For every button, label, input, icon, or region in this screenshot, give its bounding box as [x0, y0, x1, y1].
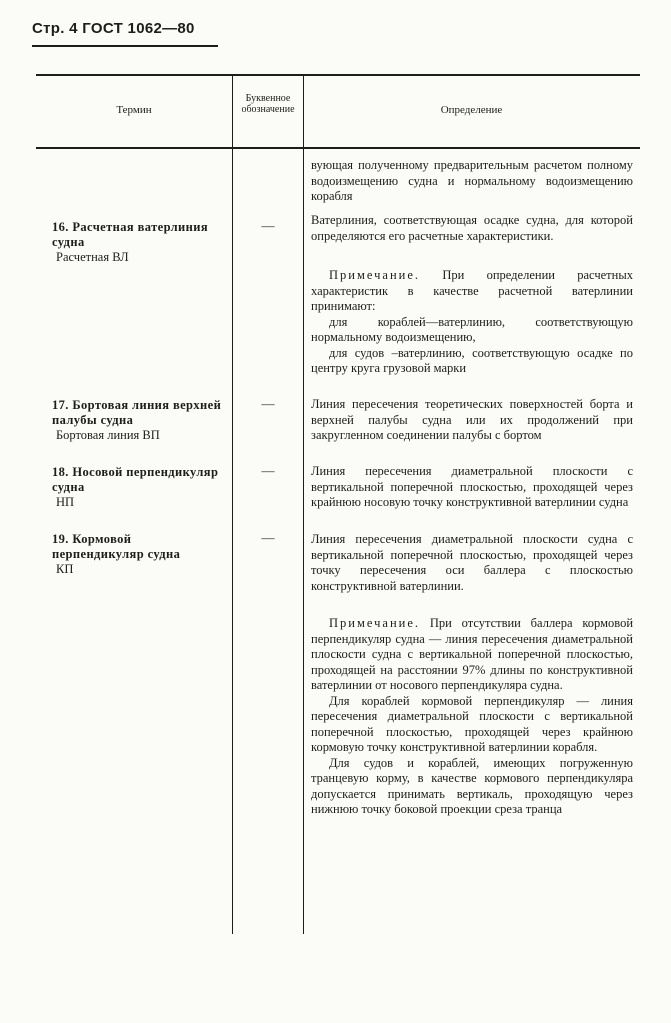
term-17-short: Бортовая линия ВП	[56, 428, 160, 442]
term-19-title: 19. Кормовой перпендикуляр судна	[52, 532, 181, 561]
symbol-18: —	[261, 463, 275, 478]
page-header: Стр. 4 ГОСТ 1062—80	[32, 20, 195, 37]
term-16	[52, 220, 224, 265]
term-19	[52, 532, 224, 577]
term-18	[52, 465, 224, 510]
note-19: Примечание. При отсутствии баллера кормовой перпендикуляр судна — линия пересечения диаметральной плоскости судна с вертикальной поперечной плоскостью, проходящей на расстоянии 97% длины по конструктивной ватерлинии от носового перпендикуляра судна. Для кораблей кормовой перпендикуляр — линия пересечения диаметральной плоскости с вертикальной поперечной плоскостью, проходящей через крайнюю кормовую точку конструктивной ватерлинии корабля. Для судов и кораблей, имеющих погруженную транцевую корму, в качестве кормового перпендикуляра допускается принимать вертикаль, проходящую через нижнюю точку боковой проекции среза транца	[311, 616, 634, 816]
symbol-19: —	[261, 530, 275, 545]
note-19-paragraph-2: Для кораблей кормовой перпендикуляр — линия пересечения диаметральной плоскости с вертикальной поперечной плоскостью, проходящей через крайнюю кормовую точку конструктивной ватерлинии корабля.	[311, 693, 633, 754]
table-top-border	[36, 74, 640, 76]
term-16-title: 16. Расчетная ватерлиния судна	[52, 220, 208, 249]
definition-17: Линия пересечения теоретических поверхностей борта и верхней палубы судна или их продолжений при закругленном соединении палубы с бортом	[311, 397, 633, 442]
header-rule	[32, 45, 218, 47]
term-19-short: КП	[56, 562, 74, 576]
column-divider-2	[303, 74, 304, 934]
note-19-paragraph-3: Для судов и кораблей, имеющих погруженную транцевую корму, в качестве кормового перпендикуляра допускается принимать вертикаль, проходящую через нижнюю точку боковой проекции среза транца	[311, 755, 633, 816]
column-header-term: Термин	[116, 104, 152, 116]
column-divider-1	[232, 74, 233, 934]
term-17-title: 17. Бортовая линия верхней палубы судна	[52, 398, 222, 427]
column-header-definition: Определение	[440, 104, 503, 116]
column-header-symbol: Буквенное обозначение	[241, 93, 295, 115]
note-16-label: Примечание.	[329, 268, 421, 282]
term-18-title: 18. Носовой перпендикуляр судна	[52, 465, 219, 494]
term-18-short: НП	[56, 495, 75, 509]
term-16-short: Расчетная ВЛ	[56, 250, 129, 264]
term-17	[52, 398, 224, 443]
definition-19: Линия пересечения диаметральной плоскости судна с вертикальной поперечной плоскостью, проходящей через точку пересечения оси баллера с плоскостью конструктивной ватерлинии.	[311, 532, 633, 593]
note-16-item-1: для кораблей—ватерлинию, соответствующую нормальному водоизмещению,	[311, 314, 633, 344]
note-16: Примечание. При определении расчетных характеристик в качестве расчетной ватерлинии принимают: для кораблей—ватерлинию, соответствующую нормальному водоизмещению, для судов –ватерлинию, соответствующую осадке по центру круга грузовой марки	[311, 268, 633, 375]
note-16-item-2: для судов –ватерлинию, соответствующую осадке по центру круга грузовой марки	[311, 345, 633, 375]
note-19-label: Примечание.	[329, 616, 421, 630]
definition-18: Линия пересечения диаметральной плоскости с вертикальной поперечной плоскостью, проходящей через крайнюю носовую точку конструктивной ватерлинии судна	[311, 464, 633, 509]
table-header-border	[36, 147, 640, 149]
symbol-16: —	[261, 218, 275, 233]
definition-16: Ватерлиния, соответствующая осадке судна, для которой определяются его расчетные характеристики.	[311, 213, 633, 243]
symbol-17: —	[261, 396, 275, 411]
definition-continuation: вующая полученному предварительным расчетом полному водоизмещению судна и нормальному водоизмещению корабля	[311, 158, 633, 203]
